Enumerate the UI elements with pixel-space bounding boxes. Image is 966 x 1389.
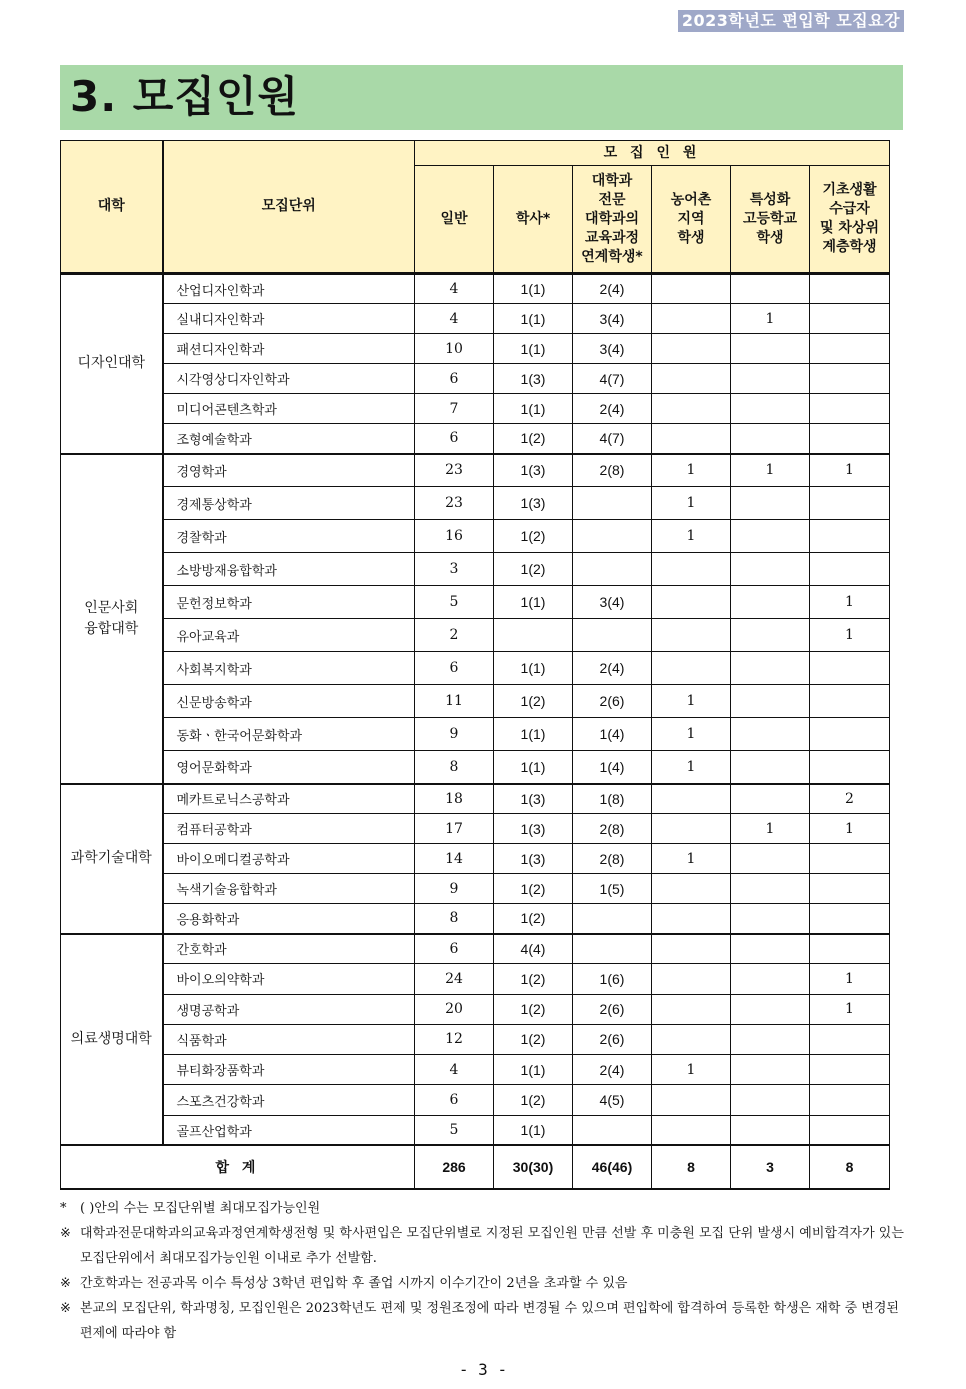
dept-cell: 미디어콘텐츠학과 — [163, 394, 415, 424]
cell-linked: 1(6) — [573, 964, 652, 994]
cell-general: 5 — [415, 1115, 494, 1145]
table-row — [61, 934, 890, 964]
cell-linked: 4(7) — [573, 424, 652, 454]
college-cell: 의료생명대학 — [61, 934, 163, 1146]
cell-bachelor: 1(2) — [494, 964, 573, 994]
cell-bachelor: 1(3) — [494, 454, 573, 487]
note-text: ( )안의 수는 모집단위별 최대모집가능인원 — [80, 1201, 321, 1216]
total-linked: 46(46) — [573, 1145, 652, 1189]
dept-cell: 녹색기술융합학과 — [163, 874, 415, 904]
total-welfare: 8 — [810, 1145, 890, 1189]
cell-general: 6 — [415, 364, 494, 394]
cell-vocational — [731, 652, 810, 685]
cell-rural — [652, 1085, 731, 1115]
note-mark: * — [60, 1201, 67, 1216]
cell-vocational — [731, 1085, 810, 1115]
cell-general: 8 — [415, 904, 494, 934]
note-item — [60, 1296, 906, 1346]
cell-vocational — [731, 844, 810, 874]
cell-vocational — [731, 751, 810, 784]
header-unit: 모집단위 — [163, 141, 415, 274]
dept-cell: 식품학과 — [163, 1024, 415, 1054]
cell-welfare — [810, 844, 890, 874]
cell-rural — [652, 274, 731, 304]
cell-vocational — [731, 784, 810, 814]
cell-general: 12 — [415, 1024, 494, 1054]
dept-cell: 경제통상학과 — [163, 487, 415, 520]
dept-cell: 동화ㆍ한국어문화학과 — [163, 718, 415, 751]
table-row — [61, 364, 890, 394]
cell-linked — [573, 553, 652, 586]
cell-welfare — [810, 1115, 890, 1145]
cell-welfare — [810, 652, 890, 685]
dept-cell: 문헌정보학과 — [163, 586, 415, 619]
cell-rural — [652, 1115, 731, 1145]
cell-welfare: 1 — [810, 994, 890, 1024]
cell-general: 23 — [415, 487, 494, 520]
cell-linked: 2(6) — [573, 1024, 652, 1054]
cell-rural — [652, 1024, 731, 1054]
dept-cell: 생명공학과 — [163, 994, 415, 1024]
table-row — [61, 904, 890, 934]
cell-linked: 1(5) — [573, 874, 652, 904]
cell-welfare — [810, 274, 890, 304]
dept-cell: 스포츠건강학과 — [163, 1085, 415, 1115]
table-row — [61, 1115, 890, 1145]
total-row — [61, 1145, 890, 1189]
cell-bachelor: 1(1) — [494, 1055, 573, 1085]
cell-rural — [652, 934, 731, 964]
table-row — [61, 1024, 890, 1054]
note-mark: ※ — [60, 1276, 71, 1291]
table-row — [61, 751, 890, 784]
cell-linked: 2(8) — [573, 844, 652, 874]
cell-rural — [652, 553, 731, 586]
cell-linked: 2(4) — [573, 394, 652, 424]
total-bachelor: 30(30) — [494, 1145, 573, 1189]
cell-linked: 2(6) — [573, 685, 652, 718]
cell-vocational — [731, 1055, 810, 1085]
cell-welfare: 1 — [810, 586, 890, 619]
cell-general: 6 — [415, 424, 494, 454]
page-number: - 3 - — [458, 1360, 508, 1379]
cell-general: 10 — [415, 334, 494, 364]
cell-welfare: 1 — [810, 814, 890, 844]
dept-cell: 컴퓨터공학과 — [163, 814, 415, 844]
cell-vocational: 1 — [731, 304, 810, 334]
cell-welfare — [810, 553, 890, 586]
cell-welfare — [810, 718, 890, 751]
cell-rural — [652, 784, 731, 814]
header-rural: 농어촌 지역 학생 — [652, 166, 731, 274]
college-cell: 디자인대학 — [61, 274, 163, 454]
header-bachelor: 학사* — [494, 166, 573, 274]
cell-linked — [573, 487, 652, 520]
cell-welfare — [810, 520, 890, 553]
dept-cell: 유아교육과 — [163, 619, 415, 652]
cell-welfare — [810, 334, 890, 364]
dept-cell: 응용화학과 — [163, 904, 415, 934]
note-text: 본교의 모집단위, 학과명칭, 모집인원은 2023학년도 편제 및 정원조정에 따라 변경될 수 있으며 편입학에 합격하여 등록한 학생은 재학 중 변경된 편제에 따라야 함 — [80, 1301, 899, 1341]
table-row — [61, 964, 890, 994]
table-row — [61, 520, 890, 553]
cell-linked: 2(8) — [573, 454, 652, 487]
cell-bachelor: 1(1) — [494, 1115, 573, 1145]
cell-welfare — [810, 751, 890, 784]
dept-cell: 영어문화학과 — [163, 751, 415, 784]
cell-vocational — [731, 718, 810, 751]
table-row — [61, 553, 890, 586]
cell-bachelor: 1(1) — [494, 718, 573, 751]
cell-vocational — [731, 619, 810, 652]
cell-linked: 3(4) — [573, 586, 652, 619]
cell-general: 6 — [415, 1085, 494, 1115]
cell-vocational — [731, 487, 810, 520]
header-vocational: 특성화 고등학교 학생 — [731, 166, 810, 274]
cell-general: 20 — [415, 994, 494, 1024]
header-general: 일반 — [415, 166, 494, 274]
cell-rural — [652, 394, 731, 424]
cell-bachelor: 1(1) — [494, 274, 573, 304]
cell-rural — [652, 814, 731, 844]
cell-rural — [652, 304, 731, 334]
cell-rural — [652, 964, 731, 994]
cell-linked: 2(4) — [573, 1055, 652, 1085]
table-row — [61, 1085, 890, 1115]
cell-general: 17 — [415, 814, 494, 844]
cell-general: 6 — [415, 652, 494, 685]
cell-rural: 1 — [652, 685, 731, 718]
note-item — [60, 1271, 906, 1296]
cell-general: 9 — [415, 874, 494, 904]
cell-vocational — [731, 994, 810, 1024]
cell-linked — [573, 1115, 652, 1145]
dept-cell: 조형예술학과 — [163, 424, 415, 454]
cell-linked: 1(4) — [573, 718, 652, 751]
cell-welfare — [810, 1085, 890, 1115]
cell-bachelor: 1(2) — [494, 1024, 573, 1054]
header-linked: 대학과 전문 대학과의 교육과정 연계학생* — [573, 166, 652, 274]
cell-rural: 1 — [652, 1055, 731, 1085]
cell-bachelor: 1(3) — [494, 487, 573, 520]
cell-bachelor: 1(1) — [494, 394, 573, 424]
cell-vocational — [731, 964, 810, 994]
cell-general: 18 — [415, 784, 494, 814]
note-text: 간호학과는 전공과목 이수 특성상 3학년 편입학 후 졸업 시까지 이수기간이 2년을 초과할 수 있음 — [80, 1276, 628, 1291]
cell-linked: 3(4) — [573, 304, 652, 334]
cell-linked: 1(4) — [573, 751, 652, 784]
table-header — [61, 141, 890, 274]
cell-linked: 3(4) — [573, 334, 652, 364]
cell-welfare — [810, 874, 890, 904]
dept-cell: 메카트로닉스공학과 — [163, 784, 415, 814]
cell-rural: 1 — [652, 454, 731, 487]
dept-cell: 골프산업학과 — [163, 1115, 415, 1145]
cell-welfare — [810, 424, 890, 454]
cell-bachelor: 1(1) — [494, 652, 573, 685]
cell-bachelor — [494, 619, 573, 652]
cell-linked: 2(8) — [573, 814, 652, 844]
header-welfare: 기초생활 수급자 및 차상위 계층학생 — [810, 166, 890, 274]
cell-bachelor: 4(4) — [494, 934, 573, 964]
total-general: 286 — [415, 1145, 494, 1189]
cell-rural — [652, 652, 731, 685]
table-row — [61, 394, 890, 424]
cell-welfare — [810, 934, 890, 964]
cell-bachelor: 1(1) — [494, 751, 573, 784]
table-row — [61, 994, 890, 1024]
cell-rural — [652, 874, 731, 904]
cell-general: 8 — [415, 751, 494, 784]
quota-table — [60, 140, 890, 1190]
note-mark: ※ — [60, 1226, 71, 1241]
cell-general: 9 — [415, 718, 494, 751]
note-mark: ※ — [60, 1301, 71, 1316]
cell-vocational — [731, 274, 810, 304]
dept-cell: 신문방송학과 — [163, 685, 415, 718]
table-row — [61, 784, 890, 814]
cell-welfare — [810, 364, 890, 394]
dept-cell: 사회복지학과 — [163, 652, 415, 685]
cell-vocational: 1 — [731, 814, 810, 844]
table-row — [61, 814, 890, 844]
cell-general: 7 — [415, 394, 494, 424]
cell-bachelor: 1(2) — [494, 685, 573, 718]
cell-bachelor: 1(2) — [494, 553, 573, 586]
cell-welfare — [810, 685, 890, 718]
cell-vocational — [731, 364, 810, 394]
cell-rural: 1 — [652, 751, 731, 784]
cell-bachelor: 1(2) — [494, 520, 573, 553]
cell-general: 5 — [415, 586, 494, 619]
cell-linked: 4(5) — [573, 1085, 652, 1115]
cell-vocational: 1 — [731, 454, 810, 487]
cell-rural — [652, 334, 731, 364]
cell-rural: 1 — [652, 520, 731, 553]
cell-rural: 1 — [652, 718, 731, 751]
dept-cell: 경찰학과 — [163, 520, 415, 553]
cell-welfare — [810, 904, 890, 934]
cell-vocational — [731, 553, 810, 586]
cell-general: 2 — [415, 619, 494, 652]
note-item — [60, 1221, 906, 1271]
cell-linked — [573, 619, 652, 652]
dept-cell: 뷰티화장품학과 — [163, 1055, 415, 1085]
cell-linked: 2(6) — [573, 994, 652, 1024]
cell-rural: 1 — [652, 487, 731, 520]
dept-cell: 바이오의약학과 — [163, 964, 415, 994]
cell-general: 3 — [415, 553, 494, 586]
cell-vocational — [731, 934, 810, 964]
cell-welfare: 1 — [810, 964, 890, 994]
dept-cell: 바이오메디컬공학과 — [163, 844, 415, 874]
cell-welfare: 1 — [810, 619, 890, 652]
table-row — [61, 1055, 890, 1085]
dept-cell: 간호학과 — [163, 934, 415, 964]
table-row — [61, 844, 890, 874]
table-row — [61, 718, 890, 751]
cell-vocational — [731, 586, 810, 619]
table-row — [61, 274, 890, 304]
cell-vocational — [731, 1115, 810, 1145]
table-row — [61, 304, 890, 334]
cell-general: 23 — [415, 454, 494, 487]
cell-bachelor: 1(1) — [494, 334, 573, 364]
cell-welfare — [810, 487, 890, 520]
table-row — [61, 334, 890, 364]
dept-cell: 시각영상디자인학과 — [163, 364, 415, 394]
cell-vocational — [731, 685, 810, 718]
dept-cell: 패션디자인학과 — [163, 334, 415, 364]
cell-linked: 2(4) — [573, 652, 652, 685]
table-row — [61, 487, 890, 520]
cell-vocational — [731, 1024, 810, 1054]
dept-cell: 산업디자인학과 — [163, 274, 415, 304]
cell-general: 14 — [415, 844, 494, 874]
cell-linked — [573, 934, 652, 964]
cell-welfare: 1 — [810, 454, 890, 487]
cell-rural — [652, 904, 731, 934]
cell-rural — [652, 424, 731, 454]
document-header-tag: 2023학년도 편입학 모집요강 — [678, 10, 904, 32]
cell-linked: 1(8) — [573, 784, 652, 814]
table-row — [61, 652, 890, 685]
cell-rural — [652, 364, 731, 394]
cell-bachelor: 1(3) — [494, 814, 573, 844]
cell-general: 16 — [415, 520, 494, 553]
table-row — [61, 586, 890, 619]
cell-bachelor: 1(3) — [494, 844, 573, 874]
cell-vocational — [731, 334, 810, 364]
cell-welfare — [810, 1055, 890, 1085]
college-cell: 인문사회 융합대학 — [61, 454, 163, 784]
cell-bachelor: 1(3) — [494, 364, 573, 394]
cell-rural — [652, 619, 731, 652]
note-text: 대학과전문대학과의교육과정연계학생전형 및 학사편입은 모집단위별로 지정된 모집인원 만큼 선발 후 미충원 모집 단위 발생시 예비합격자가 있는 모집단위에서 최대모집가능인원 이내로 추가 선발함. — [80, 1226, 904, 1266]
dept-cell: 경영학과 — [163, 454, 415, 487]
cell-welfare — [810, 304, 890, 334]
college-cell: 과학기술대학 — [61, 784, 163, 934]
section-title-bar — [60, 65, 903, 130]
notes-section — [60, 1196, 906, 1346]
cell-general: 6 — [415, 934, 494, 964]
section-title: 3. 모집인원 — [70, 72, 300, 121]
cell-general: 24 — [415, 964, 494, 994]
cell-bachelor: 1(3) — [494, 784, 573, 814]
cell-bachelor: 1(1) — [494, 586, 573, 619]
table-row — [61, 454, 890, 487]
cell-vocational — [731, 874, 810, 904]
cell-general: 11 — [415, 685, 494, 718]
cell-linked: 2(4) — [573, 274, 652, 304]
total-vocational: 3 — [731, 1145, 810, 1189]
cell-bachelor: 1(1) — [494, 304, 573, 334]
cell-vocational — [731, 424, 810, 454]
cell-rural: 1 — [652, 844, 731, 874]
cell-bachelor: 1(2) — [494, 874, 573, 904]
cell-general: 4 — [415, 274, 494, 304]
cell-bachelor: 1(2) — [494, 904, 573, 934]
cell-vocational — [731, 394, 810, 424]
cell-bachelor: 1(2) — [494, 994, 573, 1024]
total-label: 합 계 — [61, 1145, 415, 1189]
cell-bachelor: 1(2) — [494, 424, 573, 454]
cell-general: 4 — [415, 1055, 494, 1085]
table-body — [61, 274, 890, 1190]
header-college: 대학 — [61, 141, 163, 274]
cell-linked: 4(7) — [573, 364, 652, 394]
dept-cell: 소방방재융합학과 — [163, 553, 415, 586]
cell-vocational — [731, 520, 810, 553]
cell-bachelor: 1(2) — [494, 1085, 573, 1115]
table-row — [61, 619, 890, 652]
header-quota-group: 모 집 인 원 — [415, 141, 890, 166]
cell-linked — [573, 904, 652, 934]
cell-vocational — [731, 904, 810, 934]
note-item — [60, 1196, 906, 1221]
table-row — [61, 874, 890, 904]
cell-welfare — [810, 394, 890, 424]
cell-rural — [652, 994, 731, 1024]
total-rural: 8 — [652, 1145, 731, 1189]
table-row — [61, 685, 890, 718]
table-row — [61, 424, 890, 454]
cell-welfare: 2 — [810, 784, 890, 814]
cell-general: 4 — [415, 304, 494, 334]
dept-cell: 실내디자인학과 — [163, 304, 415, 334]
cell-rural — [652, 586, 731, 619]
cell-welfare — [810, 1024, 890, 1054]
cell-linked — [573, 520, 652, 553]
